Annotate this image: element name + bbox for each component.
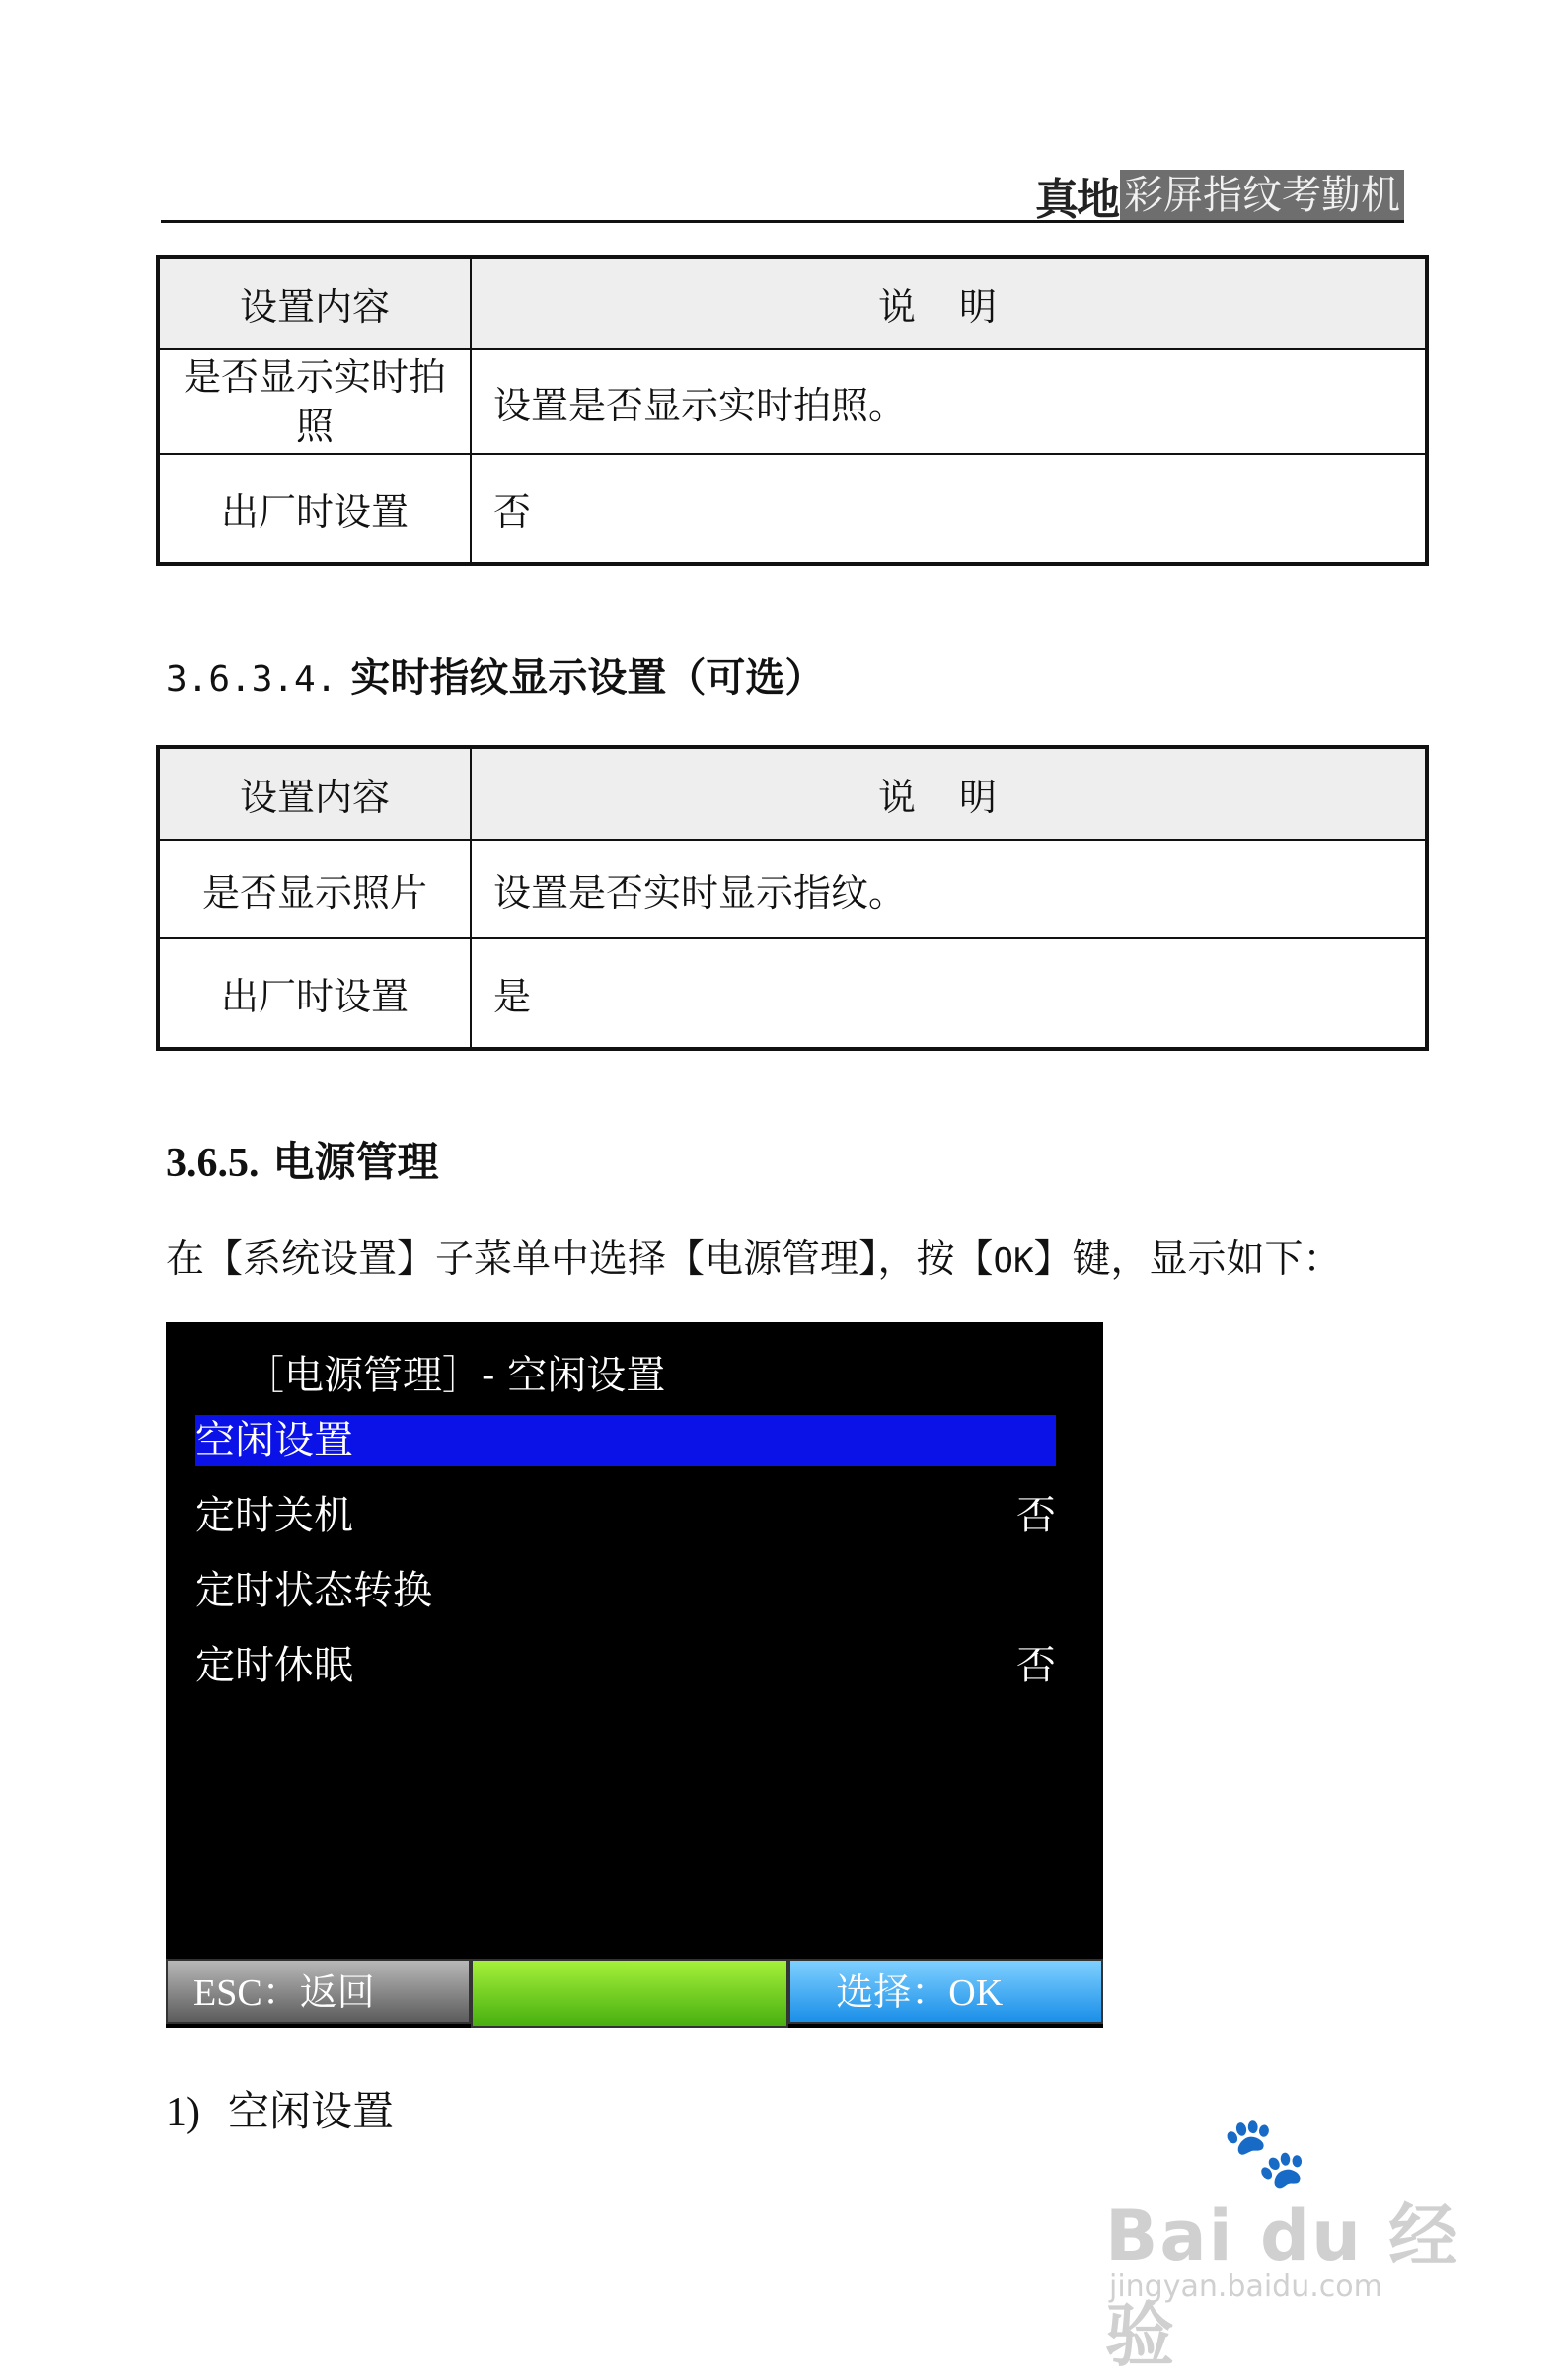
menu-item-value: 否 bbox=[1016, 1643, 1056, 1688]
menu-item-idle-settings[interactable] bbox=[195, 1415, 1056, 1466]
watermark-brand: Bai du 经验 bbox=[1105, 2195, 1460, 2376]
intro-paragraph bbox=[166, 1228, 1341, 1284]
menu-item-label: 定时状态转换 bbox=[195, 1568, 432, 1613]
brand-logo: 真地 bbox=[1035, 175, 1118, 225]
setting-name: 是否显示实时拍照 bbox=[158, 349, 471, 454]
list-number: 1) bbox=[166, 2090, 200, 2135]
esc-back-button[interactable]: ESC：返回 bbox=[166, 1959, 471, 2024]
baidu-watermark bbox=[1105, 2112, 1480, 2376]
list-item bbox=[166, 2079, 394, 2138]
select-ok-button[interactable]: 选择：OK bbox=[788, 1959, 1103, 2024]
paw-icon: 🐾 bbox=[1222, 2112, 1308, 2193]
section-title: 电源管理 bbox=[272, 1138, 439, 1186]
col-header-desc: 说明 bbox=[471, 257, 1427, 349]
header-rule bbox=[161, 220, 1404, 223]
intro-text-after: 】键，显示如下： bbox=[1033, 1237, 1342, 1282]
col-header-setting: 设置内容 bbox=[158, 257, 471, 349]
col-header-setting: 设置内容 bbox=[158, 747, 471, 840]
table-header-row bbox=[158, 257, 1427, 349]
setting-desc: 否 bbox=[471, 454, 1427, 564]
table-row bbox=[158, 454, 1427, 564]
col-header-desc: 说明 bbox=[471, 747, 1427, 840]
setting-name: 出厂时设置 bbox=[158, 454, 471, 564]
setting-name: 出厂时设置 bbox=[158, 938, 471, 1049]
intro-key: OK bbox=[993, 1241, 1034, 1281]
settings-table-photo bbox=[156, 255, 1429, 566]
brand-title: 彩屏指纹考勤机 bbox=[1120, 170, 1404, 221]
setting-desc: 是 bbox=[471, 938, 1427, 1049]
table-row bbox=[158, 938, 1427, 1049]
page-header bbox=[161, 158, 1404, 223]
brand bbox=[1035, 164, 1404, 227]
table-header-row bbox=[158, 747, 1427, 840]
menu-item-timed-state-switch[interactable] bbox=[195, 1565, 1056, 1616]
menu-item-timed-sleep[interactable] bbox=[195, 1640, 1056, 1691]
setting-desc: 设置是否实时显示指纹。 bbox=[471, 840, 1427, 938]
subsection-number: 3.6.3.4. bbox=[166, 659, 337, 700]
setting-name: 是否显示照片 bbox=[158, 840, 471, 938]
menu-item-label: 定时休眠 bbox=[195, 1643, 353, 1688]
menu-item-timed-shutdown[interactable] bbox=[195, 1490, 1056, 1541]
subsection-title: 实时指纹显示设置（可选） bbox=[350, 654, 825, 701]
section-number: 3.6.5. bbox=[166, 1141, 260, 1186]
section-heading bbox=[166, 1130, 439, 1189]
device-soft-key-bar bbox=[166, 1959, 1103, 2028]
list-text: 空闲设置 bbox=[228, 2087, 395, 2135]
intro-text-before: 在【系统设置】子菜单中选择【电源管理】，按【 bbox=[166, 1237, 994, 1282]
middle-soft-key[interactable] bbox=[471, 1959, 789, 2028]
subsection-heading bbox=[166, 646, 824, 703]
setting-desc: 设置是否显示实时拍照。 bbox=[471, 349, 1427, 454]
menu-item-label: 定时关机 bbox=[195, 1493, 353, 1538]
settings-table-fingerprint bbox=[156, 745, 1429, 1051]
menu-item-label: 空闲设置 bbox=[195, 1418, 353, 1463]
device-screen-title: ［电源管理］- 空闲设置 bbox=[245, 1353, 666, 1398]
table-row bbox=[158, 349, 1427, 454]
table-row bbox=[158, 840, 1427, 938]
device-screen bbox=[166, 1322, 1103, 2028]
watermark-url: jingyan.baidu.com bbox=[1109, 2269, 1382, 2304]
menu-item-value: 否 bbox=[1016, 1493, 1056, 1538]
